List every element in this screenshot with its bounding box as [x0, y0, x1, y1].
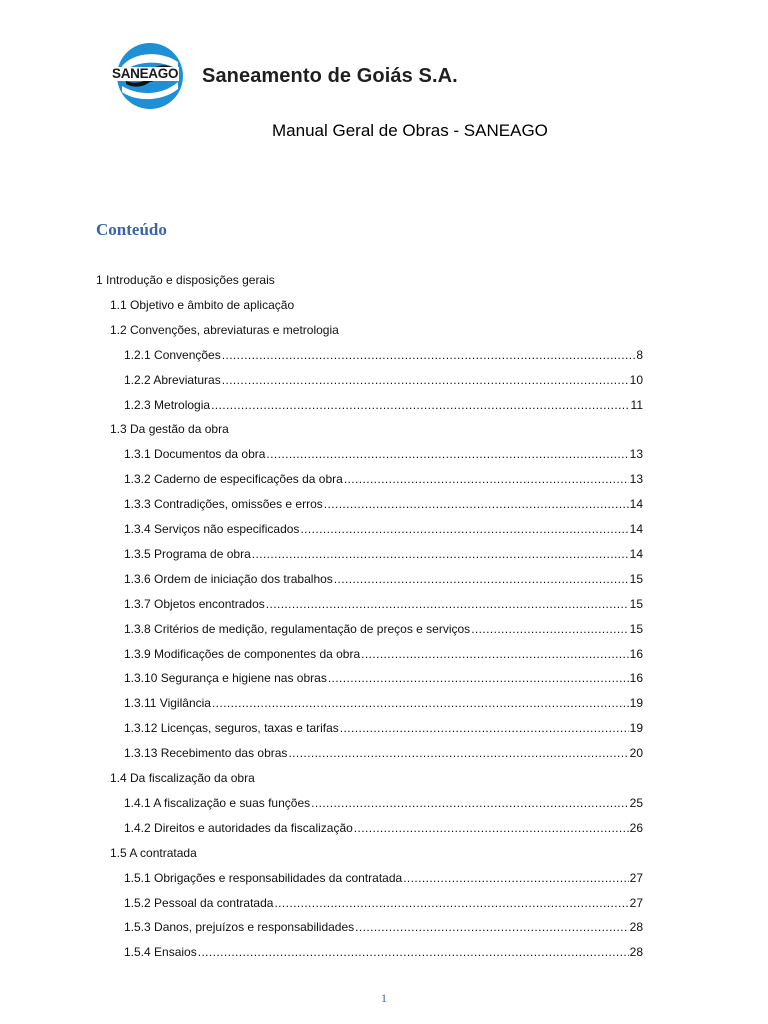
toc-entry[interactable] — [124, 871, 643, 891]
toc-entry-title: 1.4.1 A fiscalização e suas funções — [124, 795, 311, 810]
toc-entry[interactable] — [110, 323, 339, 343]
toc-entry[interactable] — [124, 647, 643, 667]
toc-entry-title: 1.3.10 Segurança e higiene nas obras — [124, 671, 327, 686]
toc-entry[interactable] — [124, 472, 643, 492]
toc-entry-title: 1.3.6 Ordem de iniciação dos trabalhos — [124, 571, 333, 586]
toc-leader-dots — [324, 497, 629, 511]
toc-leader-dots — [222, 348, 636, 362]
toc-leader-dots — [300, 522, 628, 536]
toc-leader-dots — [361, 647, 628, 661]
document-title: Manual Geral de Obras - SANEAGO — [272, 121, 548, 140]
toc-entry-title: 1.5.1 Obrigações e responsabilidades da contratada — [124, 870, 403, 885]
company-name: Saneamento de Goiás S.A. — [202, 64, 458, 87]
toc-entry-page: 11 — [630, 397, 643, 412]
toc-entry-page: 8 — [636, 347, 643, 362]
toc-entry-title: 1.3.7 Objetos encontrados — [124, 596, 265, 611]
toc-entry[interactable] — [124, 696, 643, 716]
toc-leader-dots — [274, 896, 628, 910]
toc-entry-page: 19 — [629, 696, 643, 711]
toc-leader-dots — [344, 472, 629, 486]
toc-leader-dots — [266, 597, 629, 611]
toc-entry-page: 16 — [629, 671, 643, 686]
toc-entry-title: 1.4.2 Direitos e autoridades da fiscalização — [124, 820, 353, 835]
toc-entry-title: 1.3.4 Serviços não especificados — [124, 522, 300, 536]
toc-entry-page: 14 — [629, 522, 643, 536]
toc-entry[interactable] — [124, 547, 643, 567]
toc-entry-title: 1.3.3 Contradições, omissões e erros — [124, 497, 323, 512]
toc-entry-title: 1.2 Convenções, abreviaturas e metrologia — [110, 322, 339, 337]
toc-leader-dots — [471, 622, 628, 636]
toc-leader-dots — [354, 821, 629, 835]
toc-entry-page: 16 — [629, 646, 643, 661]
toc-leader-dots — [252, 547, 629, 561]
toc-entry-title: 1.3.1 Documentos da obra — [124, 447, 266, 462]
toc-entry-title: 1.3.13 Recebimento das obras — [124, 746, 288, 761]
toc-entry-page: 14 — [629, 546, 643, 561]
company-header — [108, 42, 458, 110]
toc-entry-page: 10 — [629, 372, 643, 387]
toc-entry-title: 1.1 Objetivo e âmbito de aplicação — [110, 297, 295, 312]
toc-entry-title: 1.3.12 Licenças, seguros, taxas e tarifas — [124, 721, 339, 736]
toc-entry-page: 27 — [629, 870, 643, 885]
toc-entry-title: 1.3.5 Programa de obra — [124, 546, 251, 561]
toc-entry[interactable] — [124, 497, 643, 517]
toc-entry-title: 1.3.9 Modificações de componentes da obra — [124, 646, 361, 661]
toc-heading: Conteúdo — [96, 220, 167, 239]
toc-leader-dots — [355, 920, 628, 934]
toc-entry-page: 19 — [629, 721, 643, 736]
toc-entry-title: 1.5.4 Ensaios — [124, 945, 197, 960]
toc-leader-dots — [222, 373, 629, 387]
toc-entry-page: 20 — [629, 746, 643, 761]
toc-leader-dots — [212, 696, 629, 710]
toc-entry-title: 1.3.8 Critérios de medição, regulamentação de preços e serviços — [124, 621, 471, 636]
toc-entry[interactable] — [110, 771, 255, 791]
toc-leader-dots — [288, 746, 628, 760]
toc-entry[interactable] — [124, 796, 643, 816]
toc-entry-page: 28 — [629, 920, 643, 935]
toc-entry[interactable] — [124, 622, 643, 642]
toc-entry[interactable] — [124, 572, 643, 592]
toc-entry-page: 15 — [629, 596, 643, 611]
toc-leader-dots — [311, 796, 629, 810]
toc-entry-title: 1.3.2 Caderno de especificações da obra — [124, 472, 343, 487]
toc-entry[interactable] — [124, 398, 643, 418]
toc-entry[interactable] — [124, 721, 643, 741]
toc-leader-dots — [334, 572, 629, 586]
toc-entry[interactable] — [124, 522, 643, 542]
toc-leader-dots — [211, 398, 629, 412]
toc-entry-page: 27 — [629, 895, 643, 910]
page-number: 1 — [381, 991, 387, 1005]
toc-leader-dots — [266, 447, 628, 461]
toc-entry-title: 1.3 Da gestão da obra — [110, 422, 229, 437]
toc-entry-title: 1.4 Da fiscalização da obra — [110, 771, 255, 785]
toc-entry-title: 1.5.2 Pessoal da contratada — [124, 895, 274, 910]
toc-entry-page: 15 — [629, 621, 643, 636]
toc-leader-dots — [340, 721, 629, 735]
toc-entry-page: 28 — [629, 945, 643, 960]
toc-entry-title: 1.5.3 Danos, prejuízos e responsabilidades — [124, 920, 355, 935]
toc-entry[interactable] — [110, 298, 294, 318]
toc-entry-title: 1.2.2 Abreviaturas — [124, 372, 221, 387]
toc-entry-title: 1.5 A contratada — [110, 845, 197, 860]
toc-entry[interactable] — [124, 920, 643, 940]
toc-leader-dots — [403, 871, 628, 885]
toc-entry[interactable] — [96, 273, 275, 293]
toc-entry[interactable] — [124, 945, 643, 965]
toc-entry-page: 14 — [629, 497, 643, 512]
toc-leader-dots — [328, 671, 629, 685]
toc-entry[interactable] — [110, 846, 197, 866]
toc-entry[interactable] — [124, 348, 643, 368]
toc-entry[interactable] — [124, 821, 643, 841]
toc-entry[interactable] — [124, 896, 643, 916]
toc-entry-page: 15 — [629, 571, 643, 586]
toc-entry-title: 1.3.11 Vigilância — [124, 696, 211, 711]
toc-entry-title: 1 Introdução e disposições gerais — [96, 273, 275, 287]
logo-wordmark: SANEAGO — [112, 66, 179, 81]
toc-entry-title: 1.2.1 Convenções — [124, 347, 221, 362]
saneago-logo — [108, 42, 188, 110]
toc-entry[interactable] — [110, 422, 229, 442]
toc-entry-page: 13 — [629, 447, 643, 462]
toc-entry-page: 25 — [629, 795, 643, 810]
toc-entry-page: 26 — [629, 820, 643, 835]
toc-entry[interactable] — [124, 671, 643, 691]
toc-leader-dots — [198, 945, 629, 959]
toc-entry[interactable] — [124, 373, 643, 393]
toc-entry[interactable] — [124, 597, 643, 617]
toc-entry-title: 1.2.3 Metrologia — [124, 397, 211, 412]
toc-entry-page: 13 — [629, 472, 643, 487]
toc-entry[interactable] — [124, 746, 643, 766]
toc-entry[interactable] — [124, 447, 643, 467]
